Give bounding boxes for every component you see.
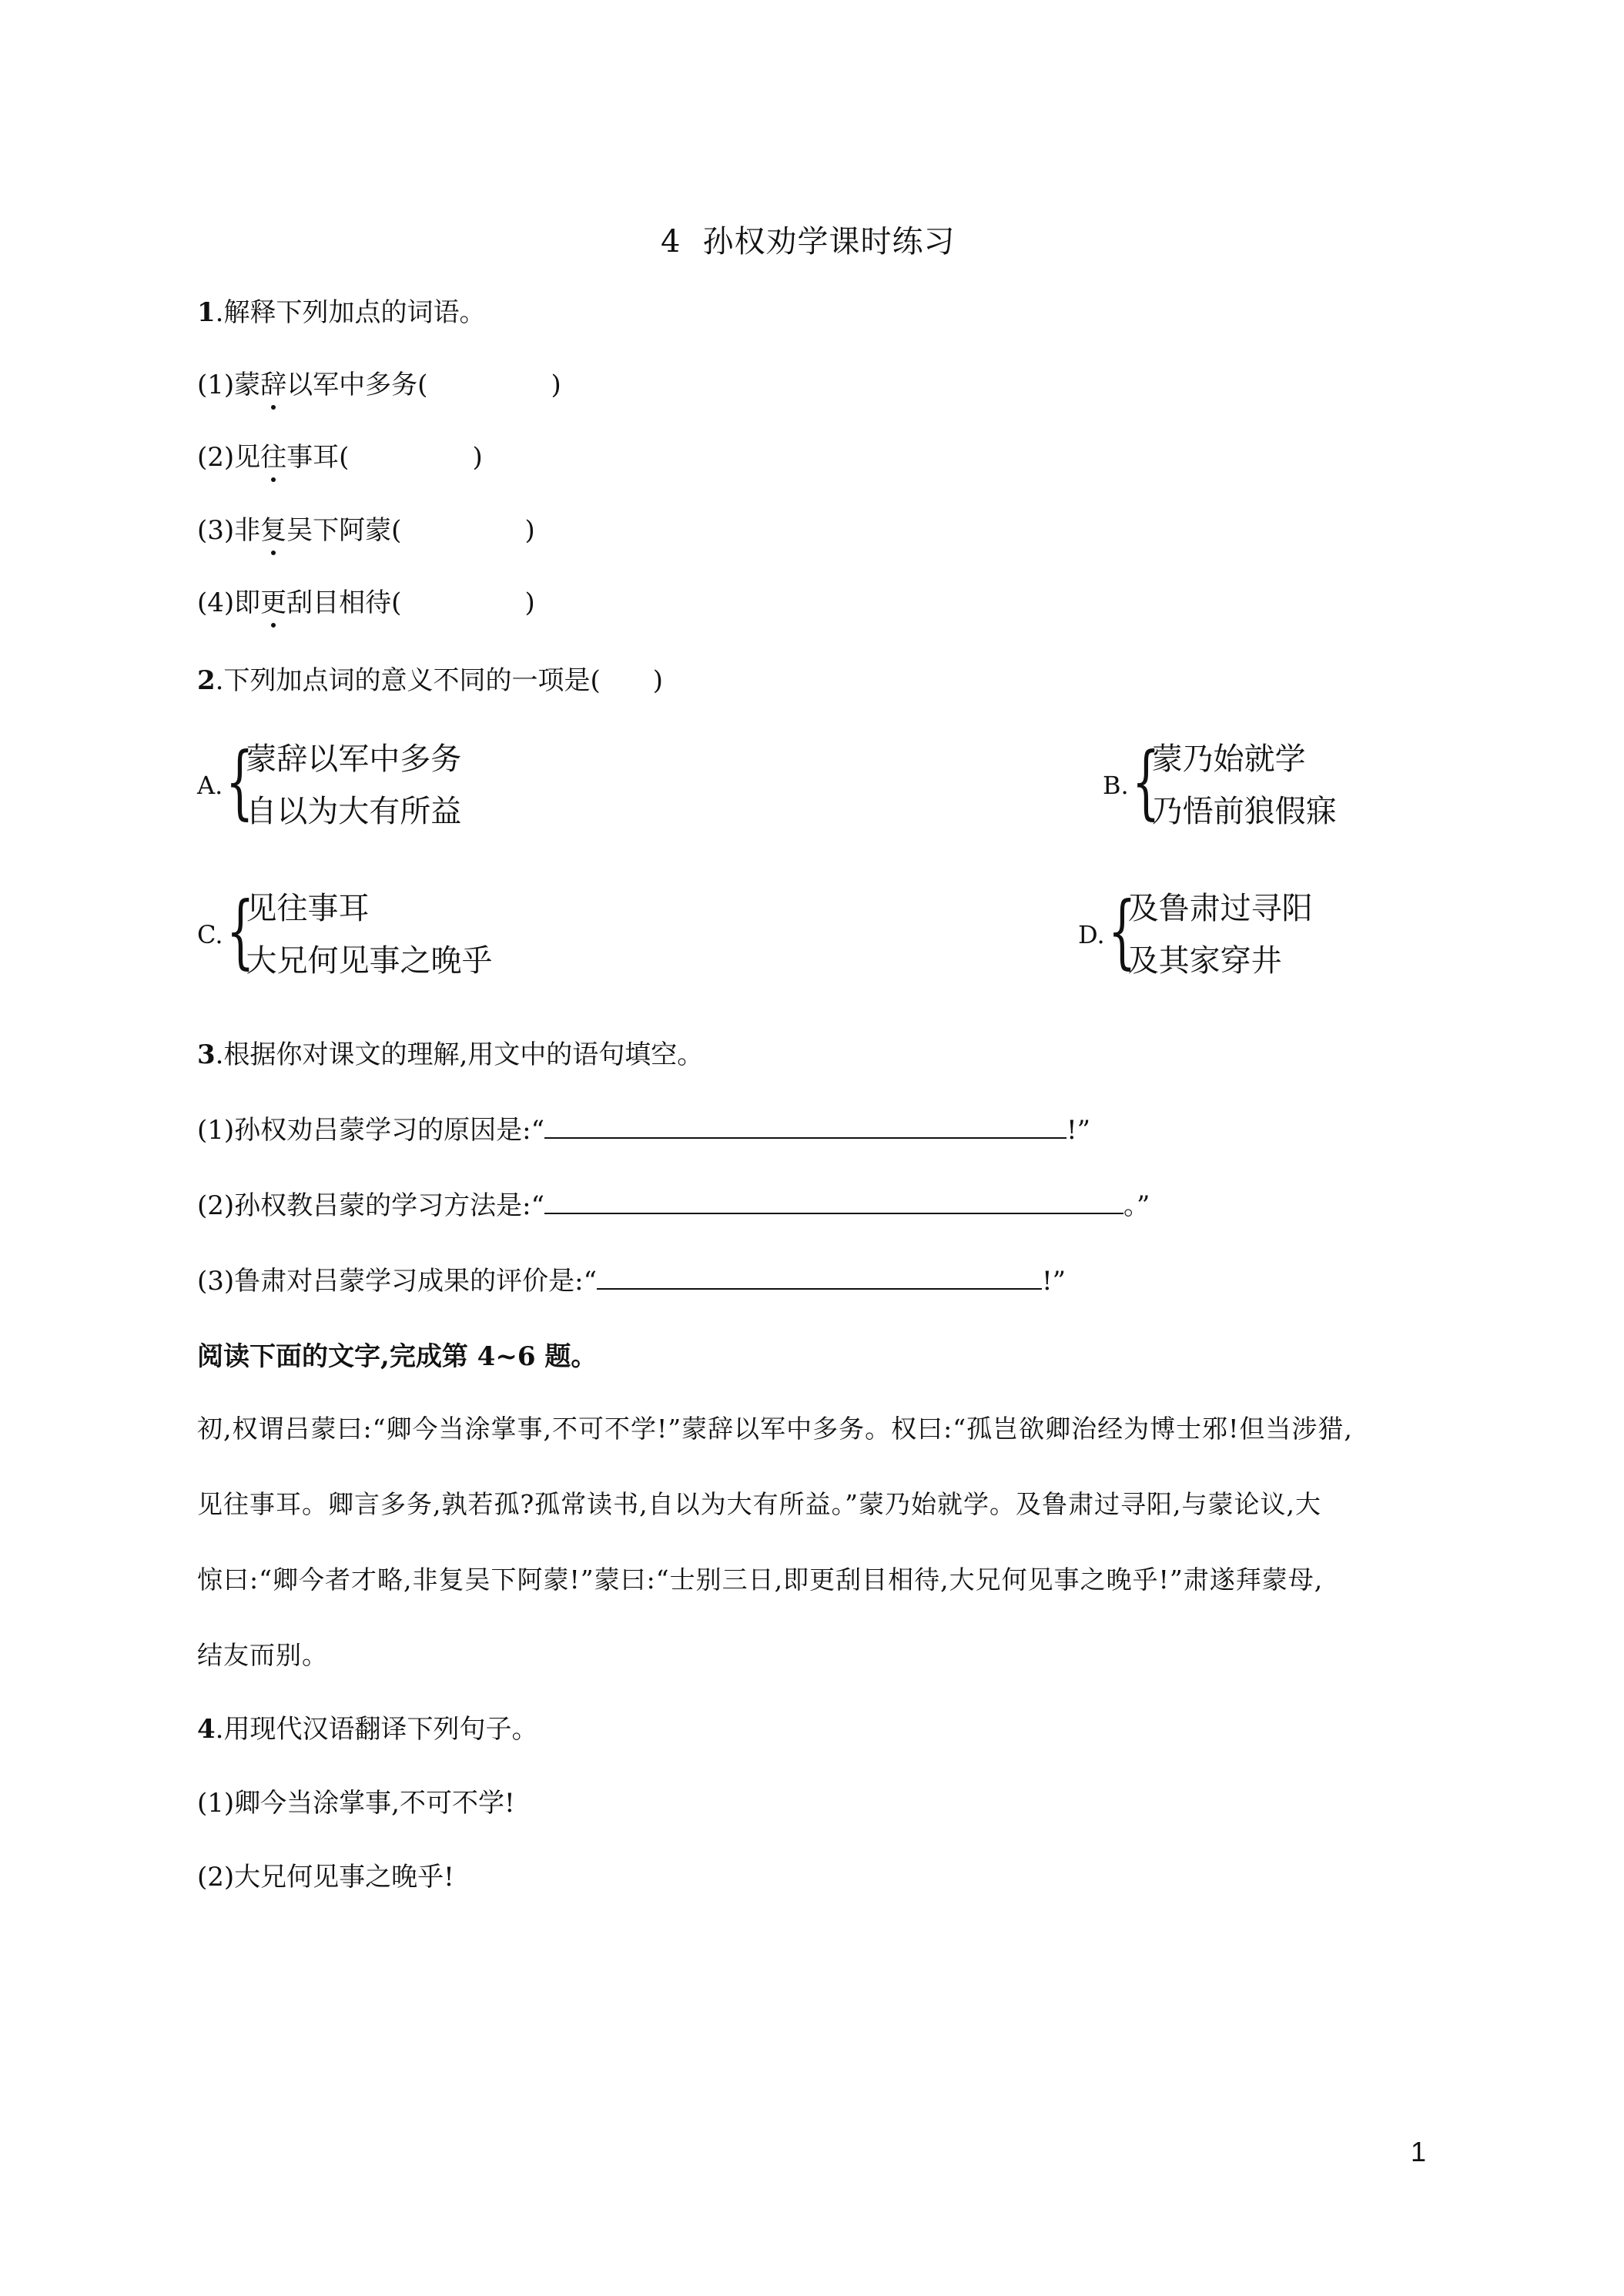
- q1-item-4: (4)即更刮目相待( ): [197, 587, 535, 618]
- fill-blank-line[interactable]: [597, 1265, 1042, 1290]
- dotted-char: 往: [260, 442, 287, 473]
- q2-stem: 2.下列加点词的意义不同的一项是( ): [197, 665, 664, 696]
- q3-item-3: (3)鲁肃对吕蒙学习成果的评价是:“ !”: [197, 1266, 1066, 1297]
- q2-option-a[interactable]: A. { 蒙辞以军中多务 自以为大有所益: [197, 735, 462, 829]
- fill-blank-line[interactable]: [544, 1190, 1123, 1214]
- passage-line: 初,权谓吕蒙曰:“卿今当涂掌事,不可不学!”蒙辞以军中多务。权曰:“孤岂欲卿治经为博士邪!但当涉猎,: [197, 1414, 1353, 1444]
- dotted-char: 复: [260, 515, 287, 546]
- q1-item-3: (3)非复吴下阿蒙( ): [197, 515, 535, 546]
- page-title: 4 孙权劝学课时练习: [661, 224, 956, 259]
- brace-icon: {: [226, 735, 254, 828]
- q3-item-1: (1)孙权劝吕蒙学习的原因是:“ !”: [197, 1115, 1091, 1146]
- brace-icon: {: [226, 884, 254, 978]
- q3-stem: 3.根据你对课文的理解,用文中的语句填空。: [197, 1039, 704, 1070]
- fill-blank-line[interactable]: [544, 1114, 1066, 1139]
- q2-option-c[interactable]: C. { 见往事耳 大兄何见事之晚乎: [197, 884, 493, 979]
- q1-item-1: (1)蒙辞以军中多务( ): [197, 370, 561, 400]
- dotted-char: 辞: [260, 370, 287, 400]
- q1-item-2: (2)见往事耳( ): [197, 442, 483, 473]
- dotted-char: 更: [260, 587, 287, 618]
- q1-stem: 1.解释下列加点的词语。: [197, 297, 486, 328]
- q4-item-1: (1)卿今当涂掌事,不可不学!: [197, 1788, 515, 1819]
- q3-item-2: (2)孙权教吕蒙的学习方法是:“ 。”: [197, 1190, 1150, 1221]
- passage-line: 见往事耳。卿言多务,孰若孤?孤常读书,自以为大有所益。”蒙乃始就学。及鲁肃过寻阳,与蒙论议,大: [197, 1489, 1322, 1519]
- q2-option-b[interactable]: B. { 蒙乃始就学 乃悟前狼假寐: [1103, 735, 1337, 829]
- brace-icon: {: [1131, 735, 1160, 828]
- passage-line: 结友而别。: [197, 1640, 328, 1670]
- reading-instructions: 阅读下面的文字,完成第 4~6 题。: [197, 1341, 598, 1372]
- q4-item-2: (2)大兄何见事之晚乎!: [197, 1862, 454, 1893]
- passage-line: 惊曰:“卿今者才略,非复吴下阿蒙!”蒙曰:“士别三日,即更刮目相待,大兄何见事之晚乎!”肃遂拜蒙母,: [197, 1565, 1324, 1595]
- brace-icon: {: [1107, 884, 1137, 978]
- q4-stem: 4.用现代汉语翻译下列句子。: [197, 1714, 538, 1745]
- q2-option-d[interactable]: D. { 及鲁肃过寻阳 及其家穿井: [1078, 884, 1313, 979]
- page-number: 1: [1411, 2136, 1427, 2167]
